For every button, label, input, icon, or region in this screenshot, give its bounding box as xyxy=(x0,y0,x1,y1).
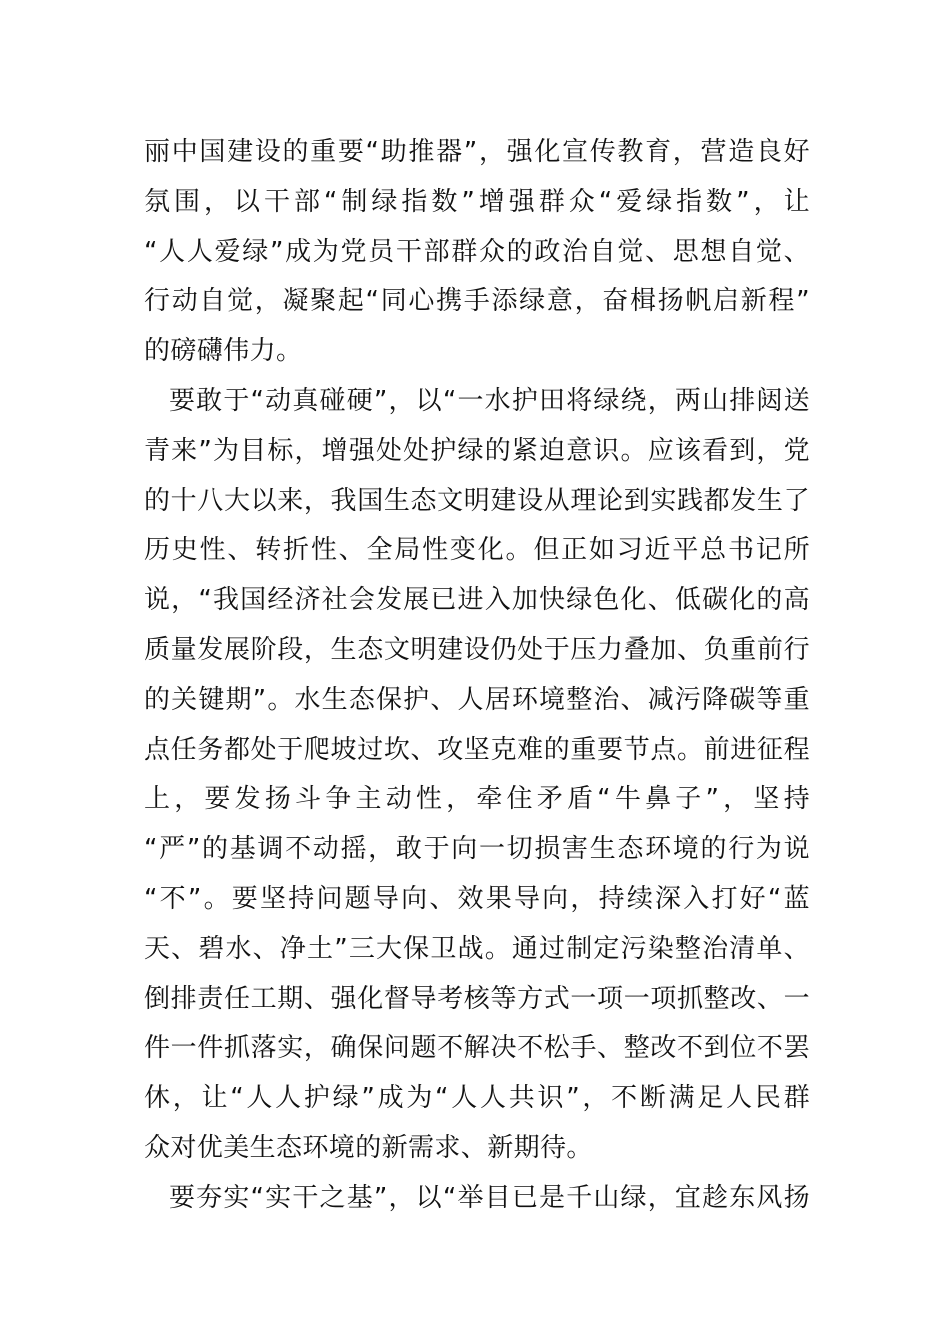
paragraph-line: 件一件抓落实，确保问题不解决不松手、整改不到位不罢 xyxy=(144,1033,810,1064)
paragraph-first-line: 要夯实“实干之基”，以“举目已是千山绿，宜趁东风扬 xyxy=(169,1182,810,1213)
document-body xyxy=(144,128,810,1224)
paragraph-line: 天、碧水、净土”三大保卫战。通过制定污染整治清单、 xyxy=(144,933,810,964)
paragraph-line: 点任务都处于爬坡过坎、攻坚克难的重要节点。前进征程 xyxy=(144,734,810,765)
paragraph-line: 倒排责任工期、强化督导考核等方式一项一项抓整改、一 xyxy=(144,983,810,1014)
paragraph-line: 的磅礴伟力。 xyxy=(144,336,303,367)
paragraph-line: 休，让“人人护绿”成为“人人共识”，不断满足人民群 xyxy=(144,1083,810,1114)
paragraph-line: 说，“我国经济社会发展已进入加快绿色化、低碳化的高 xyxy=(144,585,810,616)
paragraph-line: “人人爱绿”成为党员干部群众的政治自觉、思想自觉、 xyxy=(144,236,810,267)
paragraph-line: 行动自觉，凝聚起“同心携手添绿意，奋楫扬帆启新程” xyxy=(144,286,810,317)
paragraph-line: “严”的基调不动摇，敢于向一切损害生态环境的行为说 xyxy=(144,834,810,865)
paragraph-line: “不”。要坚持问题导向、效果导向，持续深入打好“蓝 xyxy=(144,883,810,914)
paragraph-line: 青来”为目标，增强处处护绿的紧迫意识。应该看到，党 xyxy=(144,435,810,466)
paragraph-line: 的关键期”。水生态保护、人居环境整治、减污降碳等重 xyxy=(144,684,810,715)
paragraph-line: 氛围，以干部“制绿指数”增强群众“爱绿指数”，让 xyxy=(144,186,810,217)
paragraph-line: 的十八大以来，我国生态文明建设从理论到实践都发生了 xyxy=(144,485,810,516)
paragraph-line: 丽中国建设的重要“助推器”，强化宣传教育，营造良好 xyxy=(144,137,810,167)
paragraph-line: 质量发展阶段，生态文明建设仍处于压力叠加、负重前行 xyxy=(144,634,810,665)
paragraph-first-line: 要敢于“动真碰硬”，以“一水护田将绿绕，两山排闼送 xyxy=(169,385,810,416)
paragraph-line: 历史性、转折性、全局性变化。但正如习近平总书记所 xyxy=(144,535,810,566)
paragraph-line: 上，要发扬斗争主动性，牵住矛盾“牛鼻子”，坚持 xyxy=(144,784,810,815)
paragraph-line: 众对优美生态环境的新需求、新期待。 xyxy=(144,1132,593,1163)
